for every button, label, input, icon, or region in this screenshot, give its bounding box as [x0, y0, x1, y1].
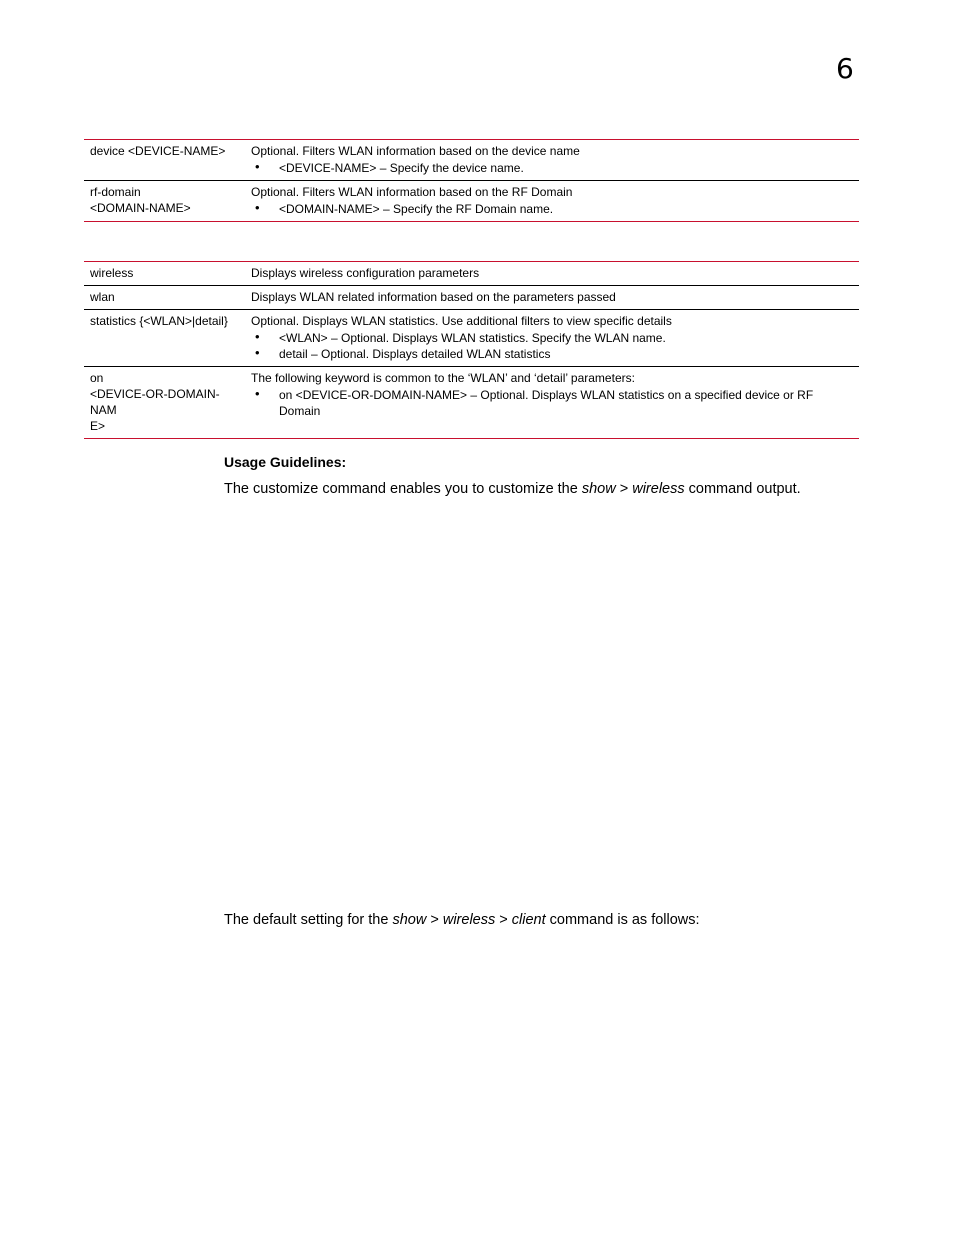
usage-guidelines-heading: Usage Guidelines: [224, 454, 347, 470]
bullet-list [251, 160, 853, 176]
description-cell [245, 310, 859, 367]
usage-paragraph-2: The default setting for the show > wireless > client command is as follows: [224, 912, 700, 928]
list-item: • <WLAN> – Optional. Displays WLAN statistics. Specify the WLAN name. [255, 329, 666, 345]
keyword-cell: wireless [84, 262, 245, 286]
description-cell [245, 140, 859, 181]
table-row [84, 181, 859, 222]
parameters-table-1 [84, 139, 859, 222]
usage-paragraph-1: The customize command enables you to customize the show > wireless command output. [224, 481, 801, 497]
description-cell: Displays wireless configuration parameters [245, 262, 859, 286]
keyword-cell: statistics {<WLAN>|detail} [84, 310, 245, 367]
bullet-icon: • [255, 329, 260, 344]
table-row [84, 262, 859, 286]
table-row [84, 286, 859, 310]
list-item: • on <DEVICE-OR-DOMAIN-NAME> – Optional. Displays WLAN statistics on a specified device or RF Domain [255, 386, 814, 418]
bullet-icon: • [255, 345, 260, 360]
list-item: • <DOMAIN-NAME> – Specify the RF Domain name. [255, 200, 554, 216]
description-text: Optional. Displays WLAN statistics. Use additional filters to view specific details [251, 314, 672, 328]
list-item: • <DEVICE-NAME> – Specify the device name. [255, 159, 524, 175]
parameters-table-2 [84, 261, 859, 439]
chapter-number: 6 [836, 52, 854, 85]
description-cell: Displays WLAN related information based on the parameters passed [245, 286, 859, 310]
keyword-cell: wlan [84, 286, 245, 310]
bullet-icon: • [255, 200, 260, 215]
bullet-icon: • [255, 159, 260, 174]
description-cell [245, 181, 859, 222]
keyword-cell: on <DEVICE-OR-DOMAIN-NAM E> [84, 367, 245, 439]
description-cell [245, 367, 859, 439]
description-text: Optional. Filters WLAN information based on the RF Domain [251, 185, 573, 199]
description-text: Optional. Filters WLAN information based on the device name [251, 144, 580, 158]
bullet-list [251, 330, 853, 362]
description-text: The following keyword is common to the ‘WLAN’ and ‘detail’ parameters: [251, 371, 635, 385]
table-row [84, 367, 859, 439]
table-row [84, 140, 859, 181]
bullet-list [251, 201, 853, 217]
list-item: • detail – Optional. Displays detailed WLAN statistics [255, 345, 551, 361]
bullet-icon: • [255, 386, 260, 401]
bullet-list [251, 387, 853, 419]
keyword-cell: device <DEVICE-NAME> [84, 140, 245, 181]
keyword-cell: rf-domain <DOMAIN-NAME> [84, 181, 245, 222]
table-row [84, 310, 859, 367]
